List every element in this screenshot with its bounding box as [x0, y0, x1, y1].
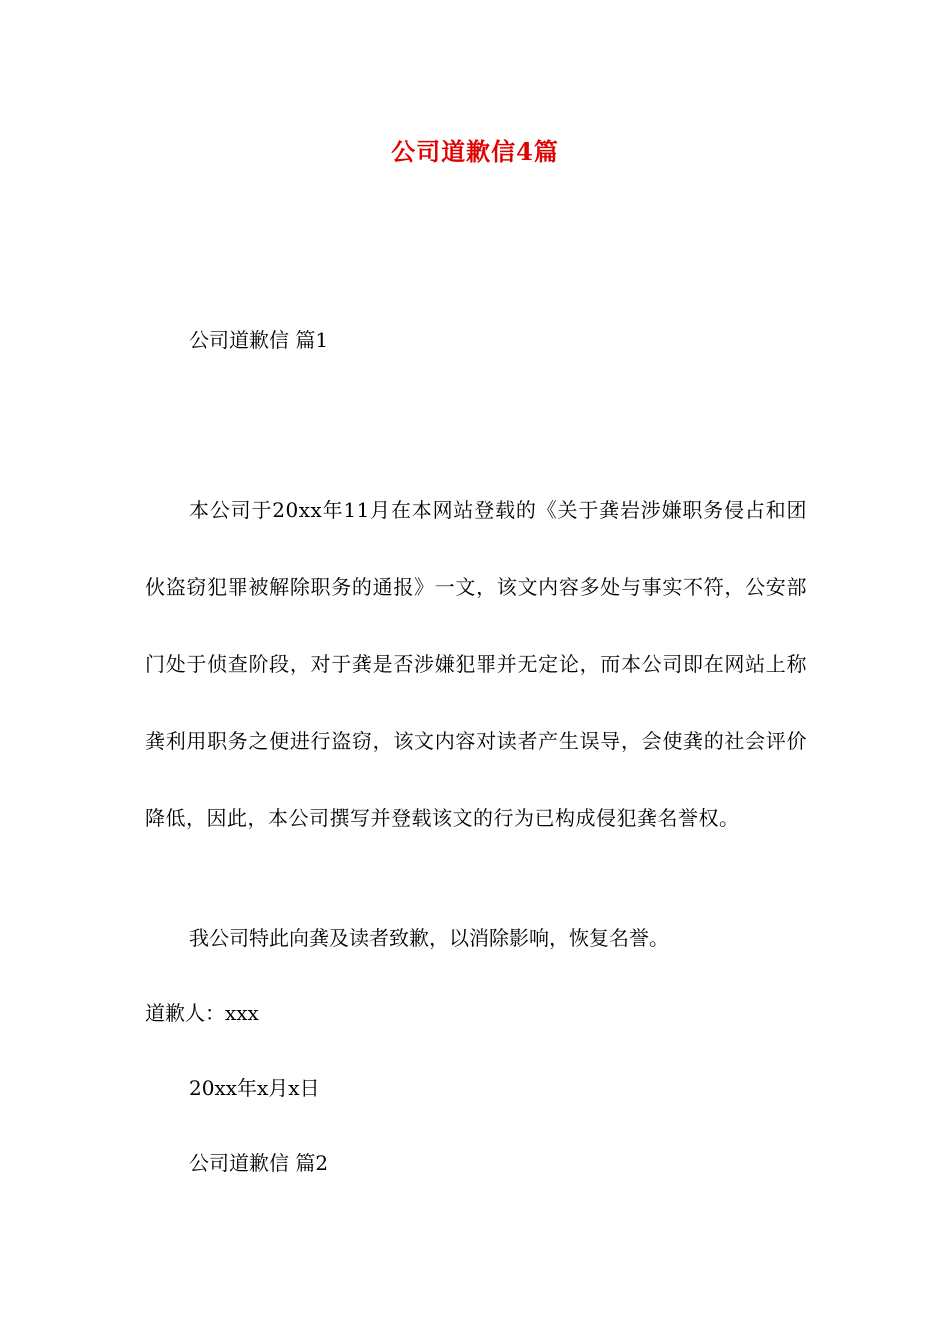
signer-line: 道歉人：xxx — [145, 1001, 259, 1025]
document-title: 公司道歉信4篇 — [391, 137, 559, 166]
section-heading-1: 公司道歉信 篇1 — [189, 328, 329, 352]
section-heading-2: 公司道歉信 篇2 — [189, 1151, 329, 1175]
date-line: 20xx年x月x日 — [189, 1076, 320, 1100]
body-paragraph-1: 本公司于20xx年11月在本网站登载的《关于龚岩涉嫌职务侵占和团伙盗窃犯罪被解除职务的通报》一文，该文内容多处与事实不符，公安部门处于侦查阶段，对于龚是否涉嫌犯罪并无定论，而本公司即在网站上称龚利用职务之便进行盗窃，该文内容对读者产生误导，会使龚的社会评价降低，因此，本公司撰写并登载该文的行为已构成侵犯龚名誉权。 — [145, 498, 807, 830]
body-paragraph-2: 我公司特此向龚及读者致歉，以消除影响，恢复名誉。 — [189, 926, 669, 950]
